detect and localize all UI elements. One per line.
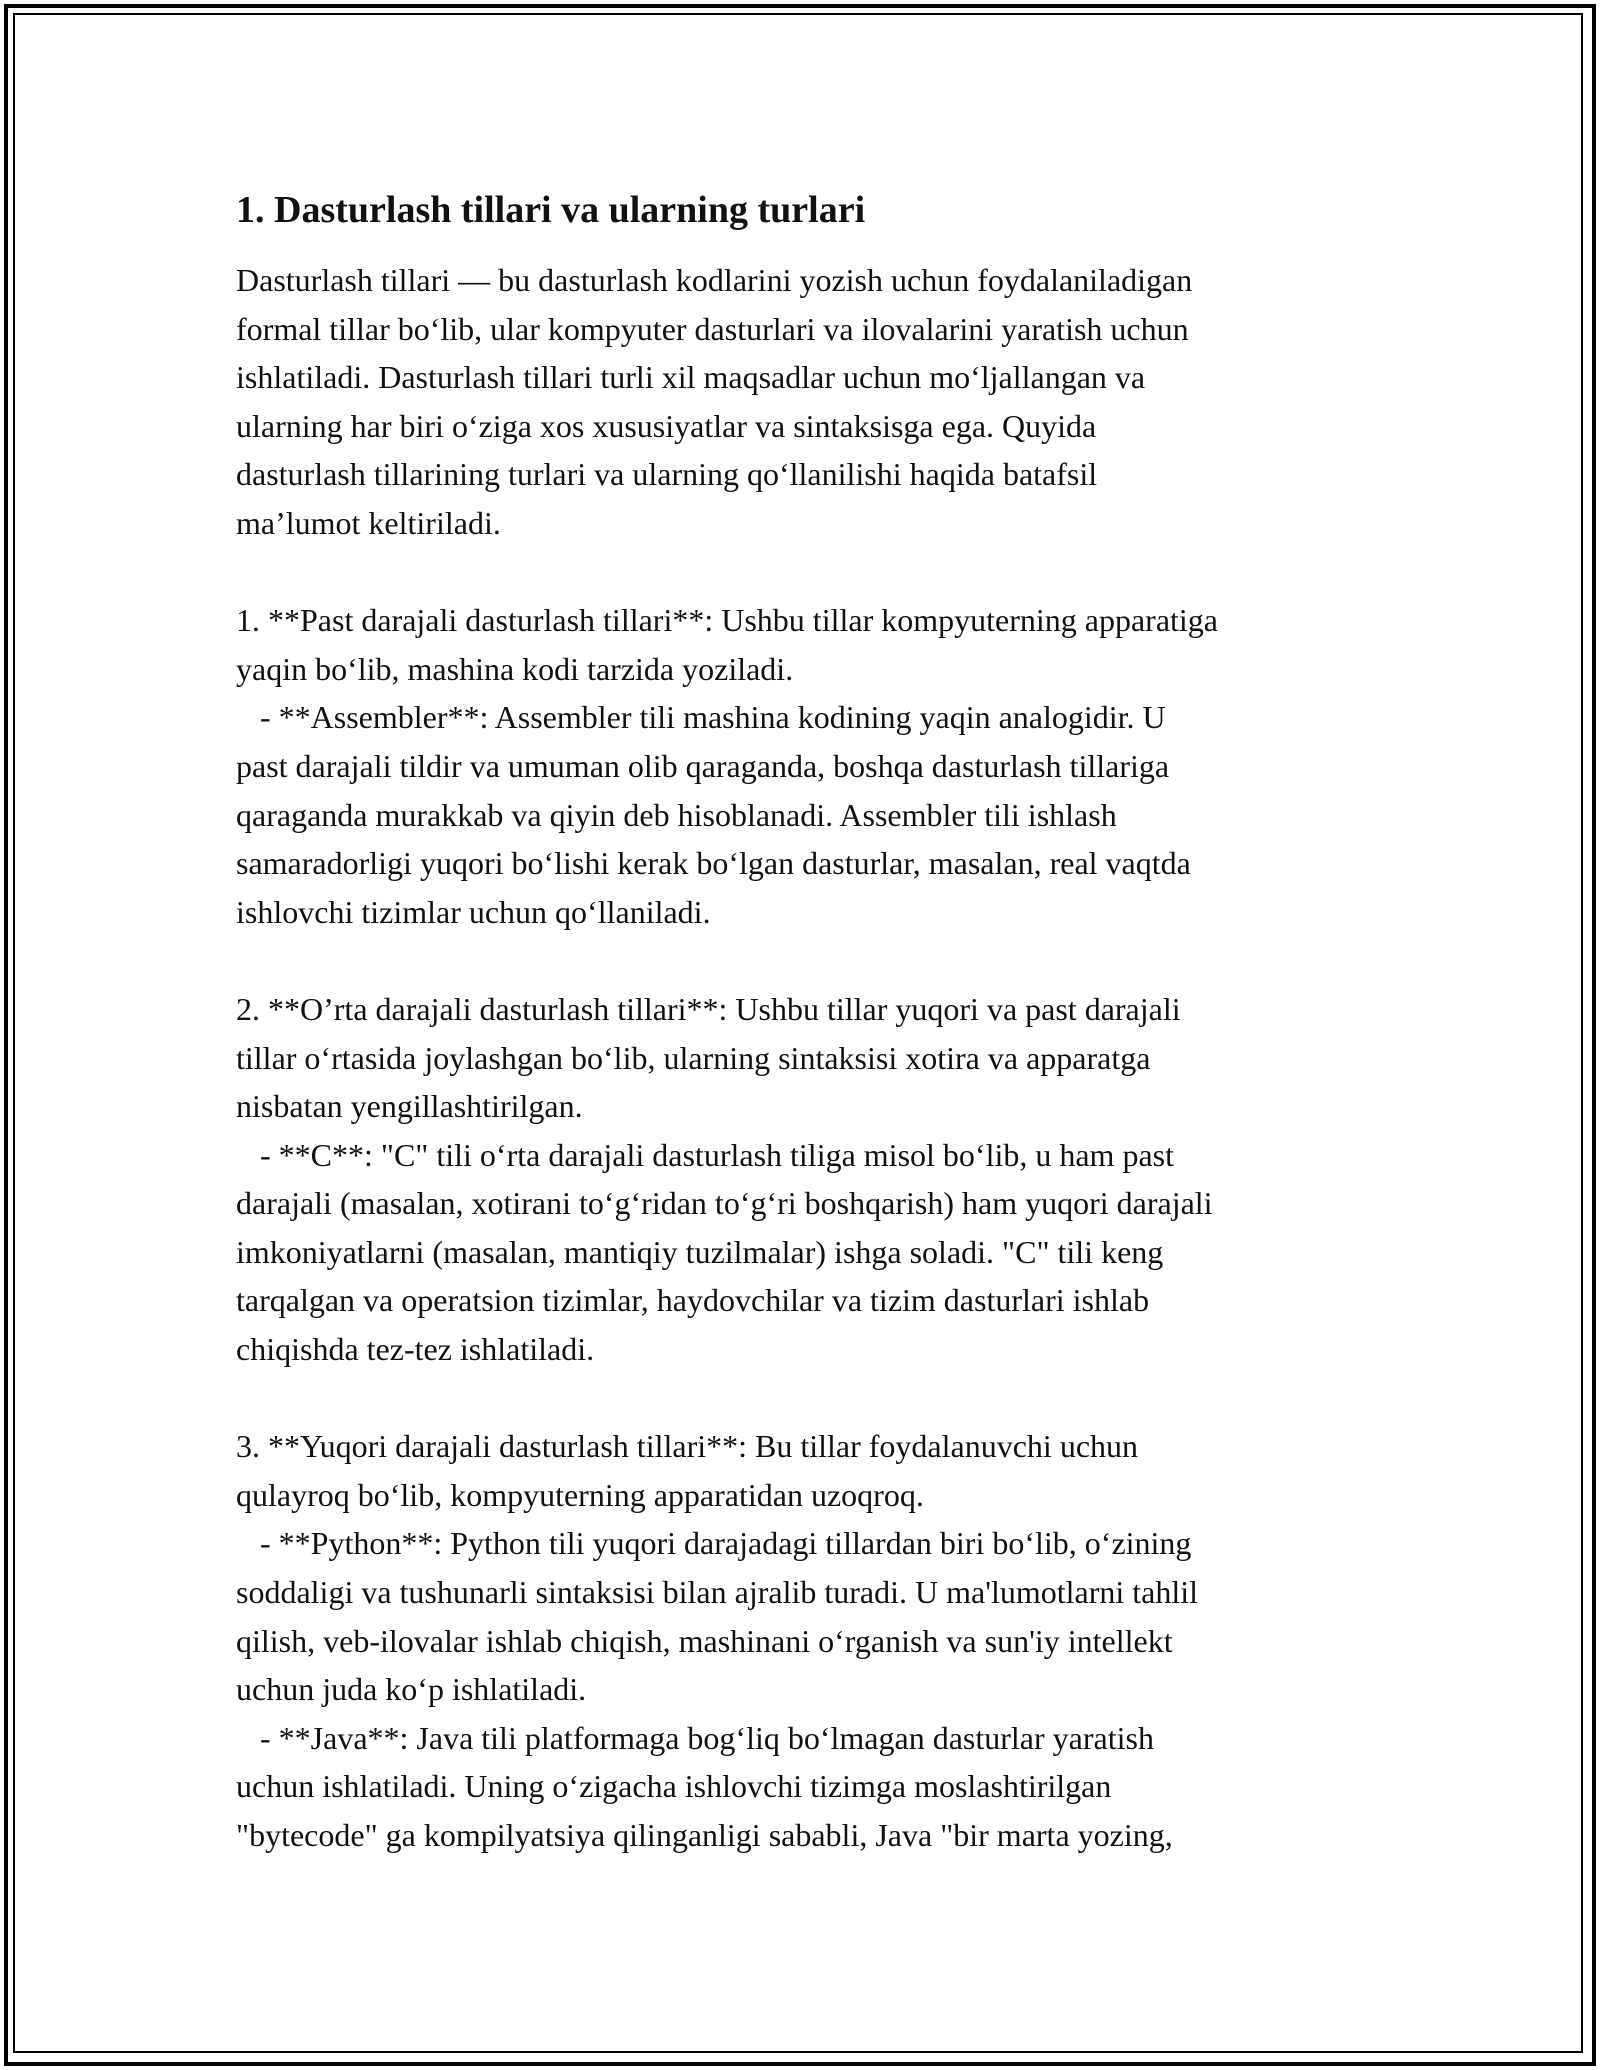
text-line: Dasturlash tillari — bu dasturlash kodlarini yozish uchun foydalaniladigan [236,262,1193,298]
text-line: - **Python**: Python tili yuqori darajadagi tillardan biri bo‘lib, o‘zining [236,1525,1192,1562]
text-line: 2. **O’rta darajali dasturlash tillari**: Ushbu tillar yuqori va past darajali [236,990,1181,1027]
text-line: ma’lumot keltiriladi. [236,504,501,541]
text-line: ishlatiladi. Dasturlash tillari turli xil maqsadlar uchun mo‘ljallangan va [236,359,1146,396]
text-line: imkoniyatlarni (masalan, mantiqiy tuzilmalar) ishga soladi. "C" tili keng [236,1233,1164,1270]
text-line: formal tillar bo‘lib, ular kompyuter dasturlari va ilovalarini yaratish uchun [236,310,1189,347]
text-line: dasturlash tillarining turlari va ularning qo‘llanilishi haqida batafsil [236,456,1098,493]
blank-line [236,936,1376,985]
text-line: tillar o‘rtasida joylashgan bo‘lib, ularning sintaksisi xotira va apparatga [236,1039,1151,1076]
text-line: qulayroq bo‘lib, kompyuterning apparatidan uzoqroq. [236,1476,924,1513]
text-line: ishlovchi tizimlar uchun qo‘llaniladi. [236,893,711,930]
text-line: 3. **Yuqori darajali dasturlash tillari**: Bu tillar foydalanuvchi uchun [236,1428,1139,1465]
text-line: 1. **Past darajali dasturlash tillari**: Ushbu tillar kompyuterning apparatiga [236,602,1218,639]
text-line: darajali (masalan, xotirani to‘g‘ridan to‘g‘ri boshqarish) ham yuqori darajali [236,1185,1213,1222]
section-heading: 1. Dasturlash tillari va ularning turlari [236,189,866,231]
text-line: tarqalgan va operatsion tizimlar, haydovchilar va tizim dasturlari ishlab [236,1282,1150,1319]
text-line: yaqin bo‘lib, mashina kodi tarzida yoziladi. [236,650,794,687]
text-line: ularning har biri o‘ziga xos xususiyatlar va sintaksisga ega. Quyida [236,407,1097,444]
blank-line [236,548,1376,597]
text-line: qilish, veb-ilovalar ishlab chiqish, mashinani o‘rganish va sun'iy intellekt [236,1622,1173,1659]
text-line: soddaligi va tushunarli sintaksisi bilan ajralib turadi. U ma'lumotlarni tahlil [236,1574,1199,1611]
text-line: "bytecode" ga kompilyatsiya qilinganligi sababli, Java "bir marta yozing, [236,1817,1173,1853]
text-line: samaradorligi yuqori bo‘lishi kerak bo‘lgan dasturlar, masalan, real vaqtda [236,845,1191,882]
text-line: - **C**: "C" tili o‘rta darajali dasturlash tiliga misol bo‘lib, u ham past [236,1136,1174,1173]
text-line: chiqishda tez-tez ishlatiladi. [236,1331,595,1368]
text-line: past darajali tildir va umuman olib qaraganda, boshqa dasturlash tillariga [236,747,1170,784]
text-line: - **Assembler**: Assembler tili mashina kodining yaqin analogidir. U [236,699,1166,736]
text-line: qaraganda murakkab va qiyin deb hisoblanadi. Assembler tili ishlash [236,796,1117,833]
text-line: - **Java**: Java tili platformaga bog‘liq bo‘lmagan dasturlar yaratish [236,1719,1154,1756]
text-line: nisbatan yengillashtirilgan. [236,1088,583,1125]
blank-line [236,1374,1376,1423]
document-text [236,256,1376,1860]
text-line: uchun ishlatiladi. Uning o‘zigacha ishlovchi tizimga moslashtirilgan [236,1768,1112,1805]
document-body [236,186,1376,1860]
text-line: uchun juda ko‘p ishlatiladi. [236,1671,587,1708]
